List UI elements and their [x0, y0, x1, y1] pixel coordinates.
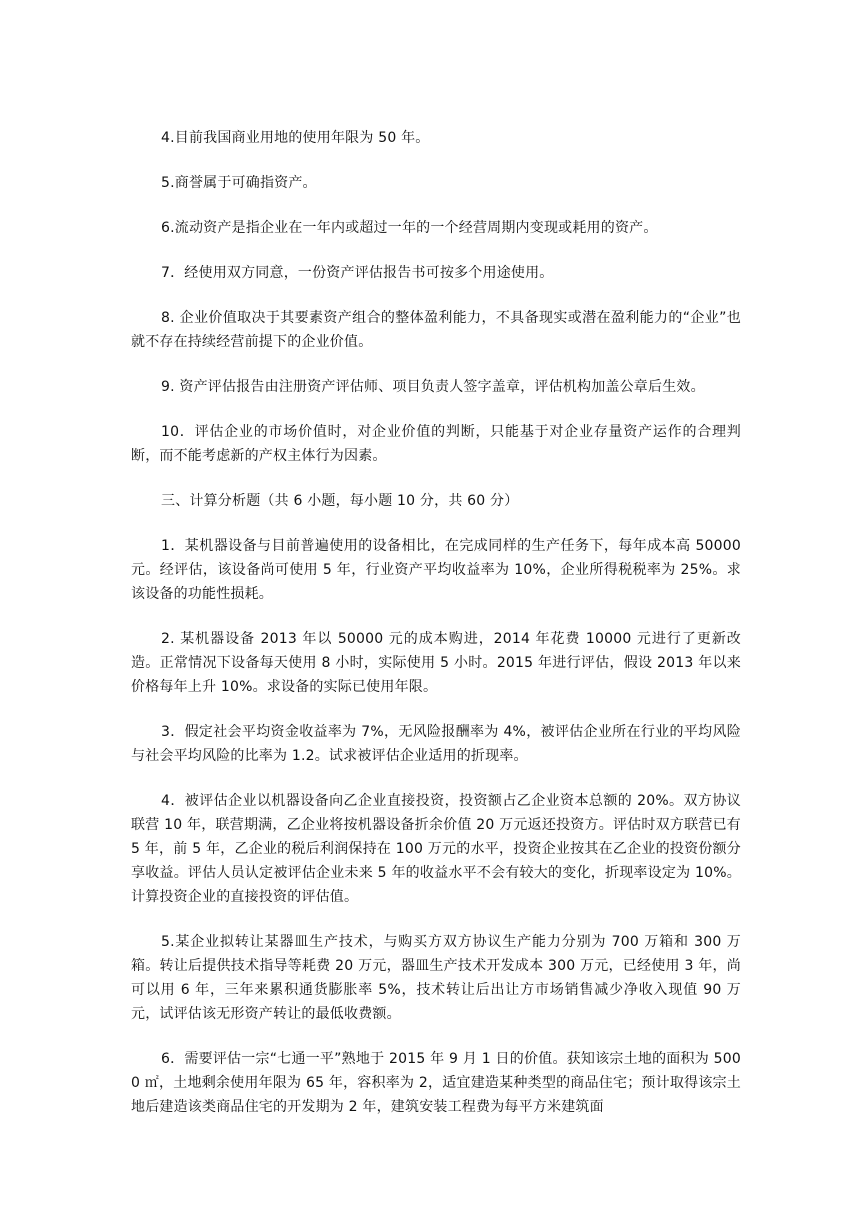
statement-6: 6.流动资产是指企业在一年内或超过一年的一个经营周期内变现或耗用的资产。 [161, 220, 658, 236]
problem-4: 4．被评估企业以机器设备向乙企业直接投资，投资额占乙企业资本总额的 20%。双方协议联营 10 年，联营期满，乙企业将按机器设备折余价值 20 万元返还投资方。评估时双方联营已有 5 年，前 5 年，乙企业的税后利润保持在 100 万元的水平，投资企业按其在乙企业的投资份额分享收益。评估人员认定被评估企业未来 5 年的收益水平不会有较大的变化，折现率设定为 10%。计算投资企业的直接投资的评估值。 [131, 793, 741, 905]
section-heading: 三、计算分析题（共 6 小题，每小题 10 分，共 60 分） [161, 493, 519, 509]
statement-10: 10．评估企业的市场价值时，对企业价值的判断，只能基于对企业存量资产运作的合理判断，而不能考虑新的产权主体行为因素。 [131, 424, 741, 464]
problem-2: 2. 某机器设备 2013 年以 50000 元的成本购进，2014 年花费 10000 元进行了更新改造。正常情况下设备每天使用 8 小时，实际使用 5 小时。2015 年进行评估，假设 2013 年以来价格每年上升 10%。求设备的实际已使用年限。 [131, 631, 741, 695]
problem-3: 3．假定社会平均资金收益率为 7%，无风险报酬率为 4%，被评估企业所在行业的平均风险与社会平均风险的比率为 1.2。试求被评估企业适用的折现率。 [131, 724, 741, 764]
problem-6: 6．需要评估一宗“七通一平”熟地于 2015 年 9 月 1 日的价值。获知该宗土地的面积为 5000 ㎡，土地剩余使用年限为 65 年，容积率为 2，适宜建造某种类型的商品住宅；预计取得该宗土地后建造该类商品住宅的开发期为 2 年，建筑安装工程费为每平方米建筑面 [131, 1051, 741, 1115]
document-body [131, 126, 741, 1140]
problem-1: 1．某机器设备与目前普遍使用的设备相比，在完成同样的生产任务下，每年成本高 50000 元。经评估，该设备尚可使用 5 年，行业资产平均收益率为 10%，企业所得税税率为 25%。求该设备的功能性损耗。 [131, 538, 741, 602]
statement-7: 7．经使用双方同意，一份资产评估报告书可按多个用途使用。 [161, 265, 554, 281]
problem-5: 5.某企业拟转让某器皿生产技术，与购买方双方协议生产能力分别为 700 万箱和 300 万箱。转让后提供技术指导等耗费 20 万元，器皿生产技术开发成本 300 万元，已经使用 3 年，尚可以用 6 年，三年来累积通货膨胀率 5%，技术转让后出让方市场销售减少净收入现值 90 万元，试评估该无形资产转让的最低收费额。 [131, 934, 741, 1022]
statement-8: 8. 企业价值取决于其要素资产组合的整体盈利能力，不具备现实或潜在盈利能力的“企业”也就不存在持续经营前提下的企业价值。 [131, 310, 741, 350]
statement-9: 9. 资产评估报告由注册资产评估师、项目负责人签字盖章，评估机构加盖公章后生效。 [161, 379, 705, 395]
statement-5: 5.商誉属于可确指资产。 [161, 175, 317, 191]
statement-4: 4.目前我国商业用地的使用年限为 50 年。 [161, 130, 430, 146]
